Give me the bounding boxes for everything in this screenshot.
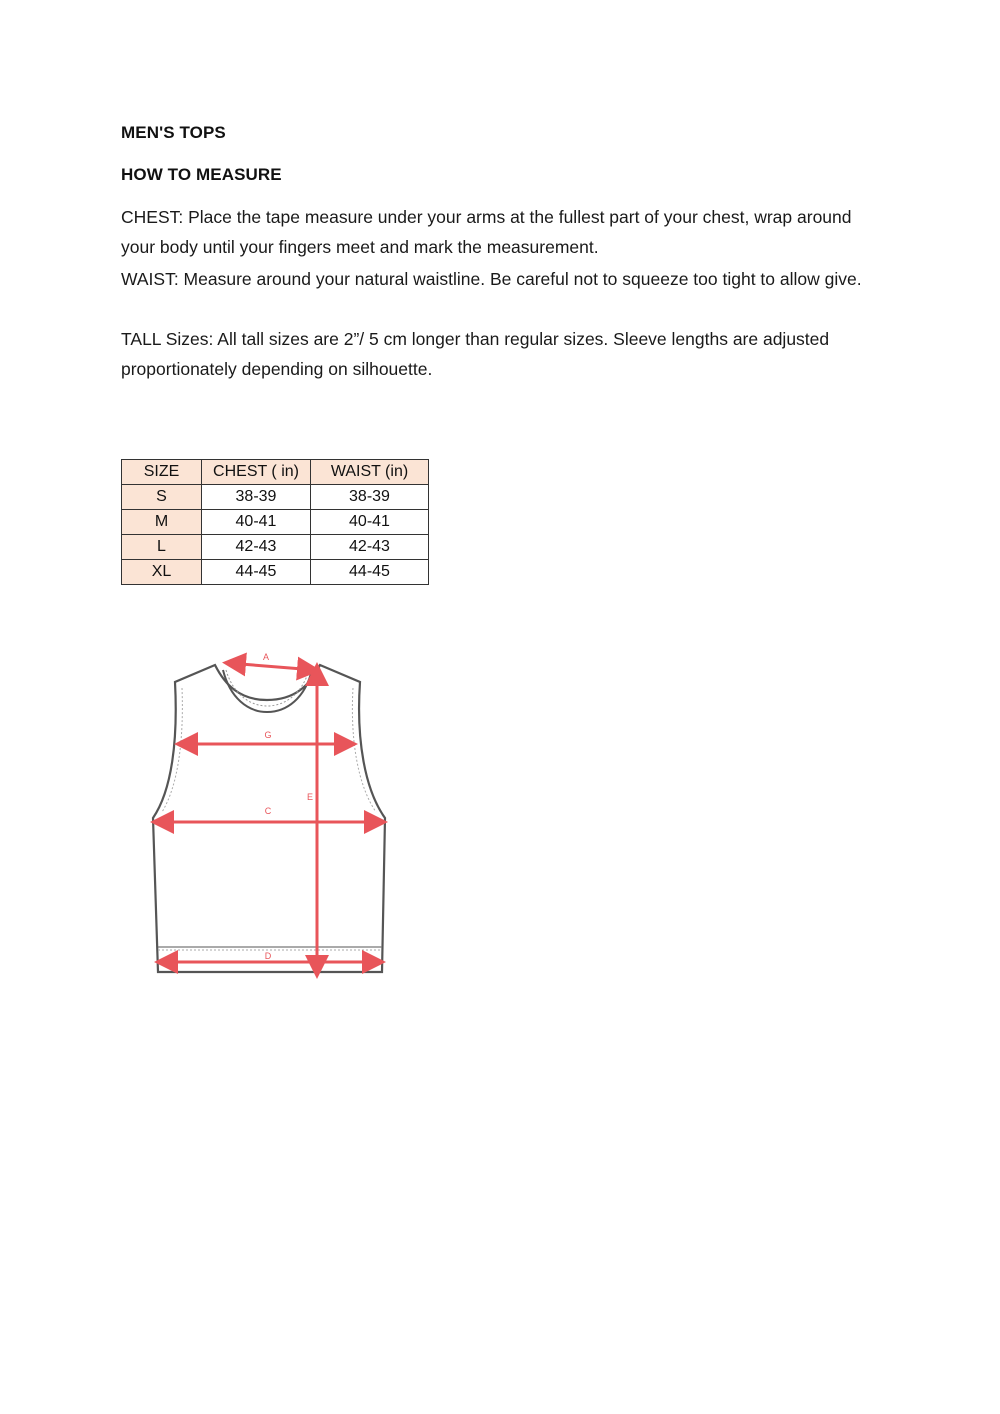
chest-cell: 44-45 [202,560,311,585]
chest-instruction: CHEST: Place the tape measure under your arms at the fullest part of your chest, wrap around your body until your fingers meet and mark the measurement. [121,207,852,257]
column-header-chest: CHEST ( in) [202,460,311,485]
label-a: A [262,652,270,662]
table-row [122,485,429,510]
waist-instruction: WAIST: Measure around your natural waistline. Be careful not to squeeze too tight to allow give. [121,269,862,289]
category-heading: MEN'S TOPS [121,123,226,142]
chest-cell: 38-39 [202,485,311,510]
size-cell: L [122,535,202,560]
table-row [122,510,429,535]
label-e: E [306,792,314,802]
table-row [122,535,429,560]
waist-cell: 38-39 [311,485,429,510]
tall-sizes-note: TALL Sizes: All tall sizes are 2”/ 5 cm longer than regular sizes. Sleeve lengths are adjusted proportionately depending on silhouette. [121,329,830,379]
chest-cell: 42-43 [202,535,311,560]
table-header-row [122,460,429,485]
waist-cell: 44-45 [311,560,429,585]
how-to-measure-heading: HOW TO MEASURE [121,165,282,184]
label-g: G [264,730,272,740]
chest-cell: 40-41 [202,510,311,535]
size-cell: S [122,485,202,510]
waist-cell: 42-43 [311,535,429,560]
size-cell: XL [122,560,202,585]
measure-a-line [228,663,315,670]
table-row [122,560,429,585]
column-header-waist: WAIST (in) [311,460,429,485]
label-c: C [264,806,272,816]
size-chart-table [121,459,429,585]
label-d: D [264,951,272,961]
column-header-size: SIZE [122,460,202,485]
waist-cell: 40-41 [311,510,429,535]
tank-top-measurement-diagram [120,630,400,985]
size-cell: M [122,510,202,535]
